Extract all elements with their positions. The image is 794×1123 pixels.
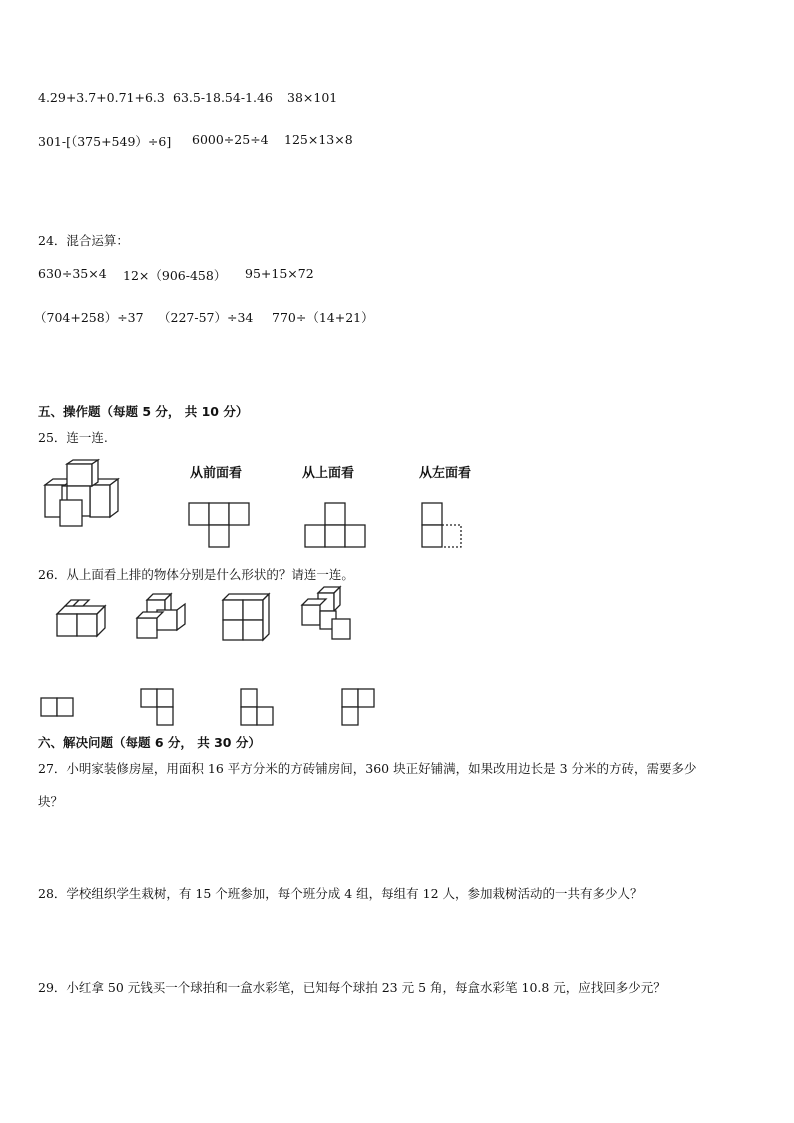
calc-expression: 4.29+3.7+0.71+6.3: [38, 90, 165, 105]
view-caption-top: 从上面看: [302, 466, 355, 481]
calc-expression: （704+258）÷37: [34, 310, 144, 325]
calc-expression: 95+15×72: [245, 266, 314, 281]
view-caption-front: 从前面看: [190, 466, 243, 481]
top-view-option-1: [40, 697, 80, 719]
top-view-option-3: [240, 688, 280, 728]
top-view-option-2: [140, 688, 180, 728]
cube-arrangement-2: [135, 590, 190, 646]
top-view-option-4: [341, 688, 381, 728]
cube-arrangement-3: [221, 590, 271, 642]
question-26-label: 26．从上面看上排的物体分别是什么形状的？请连一连。: [38, 567, 354, 582]
question-29-text: 29．小红拿 50 元钱买一个球拍和一盒水彩笔，已知每个球拍 23 元 5 角，每盒水彩笔 10.8 元，应找回多少元？: [38, 980, 666, 995]
t-shape-view: [188, 502, 254, 548]
question-25-label: 25．连一连.: [38, 430, 108, 445]
inverted-t-shape-view: [304, 502, 370, 548]
question-24-label: 24．混合运算：: [38, 233, 129, 248]
cube-arrangement-1: [55, 596, 105, 642]
calc-expression: 125×13×8: [284, 132, 353, 147]
calc-expression: 301-[（375+549）÷6]: [38, 134, 172, 149]
calc-expression: 630÷35×4: [38, 266, 107, 281]
calc-expression: （227-57）÷34: [158, 310, 254, 325]
calc-expression: 63.5-18.54-1.46: [173, 90, 273, 105]
stacked-cubes-figure: [40, 460, 130, 530]
section-heading: 五、操作题（每题 5 分， 共 10 分）: [38, 404, 249, 419]
calc-expression: 770÷（14+21）: [272, 310, 374, 325]
question-28-text: 28．学校组织学生栽树，有 15 个班参加，每个班分成 4 组，每组有 12 人，参加栽树活动的一共有多少人？: [38, 886, 643, 901]
cube-arrangement-4: [300, 585, 355, 643]
calc-expression: 12×（906-458）: [123, 268, 227, 283]
calc-expression: 38×101: [287, 90, 338, 105]
question-27-text: 27．小明家装修房屋，用面积 16 平方分米的方砖铺房间，360 块正好铺满，如果改用边长是 3 分米的方砖，需要多少: [38, 761, 697, 776]
l-shape-view: [421, 502, 471, 550]
calc-expression: 6000÷25÷4: [192, 132, 269, 147]
question-27-text-continued: 块？: [38, 794, 64, 809]
section-heading: 六、解决问题（每题 6 分， 共 30 分）: [38, 735, 261, 750]
view-caption-left: 从左面看: [419, 466, 472, 481]
